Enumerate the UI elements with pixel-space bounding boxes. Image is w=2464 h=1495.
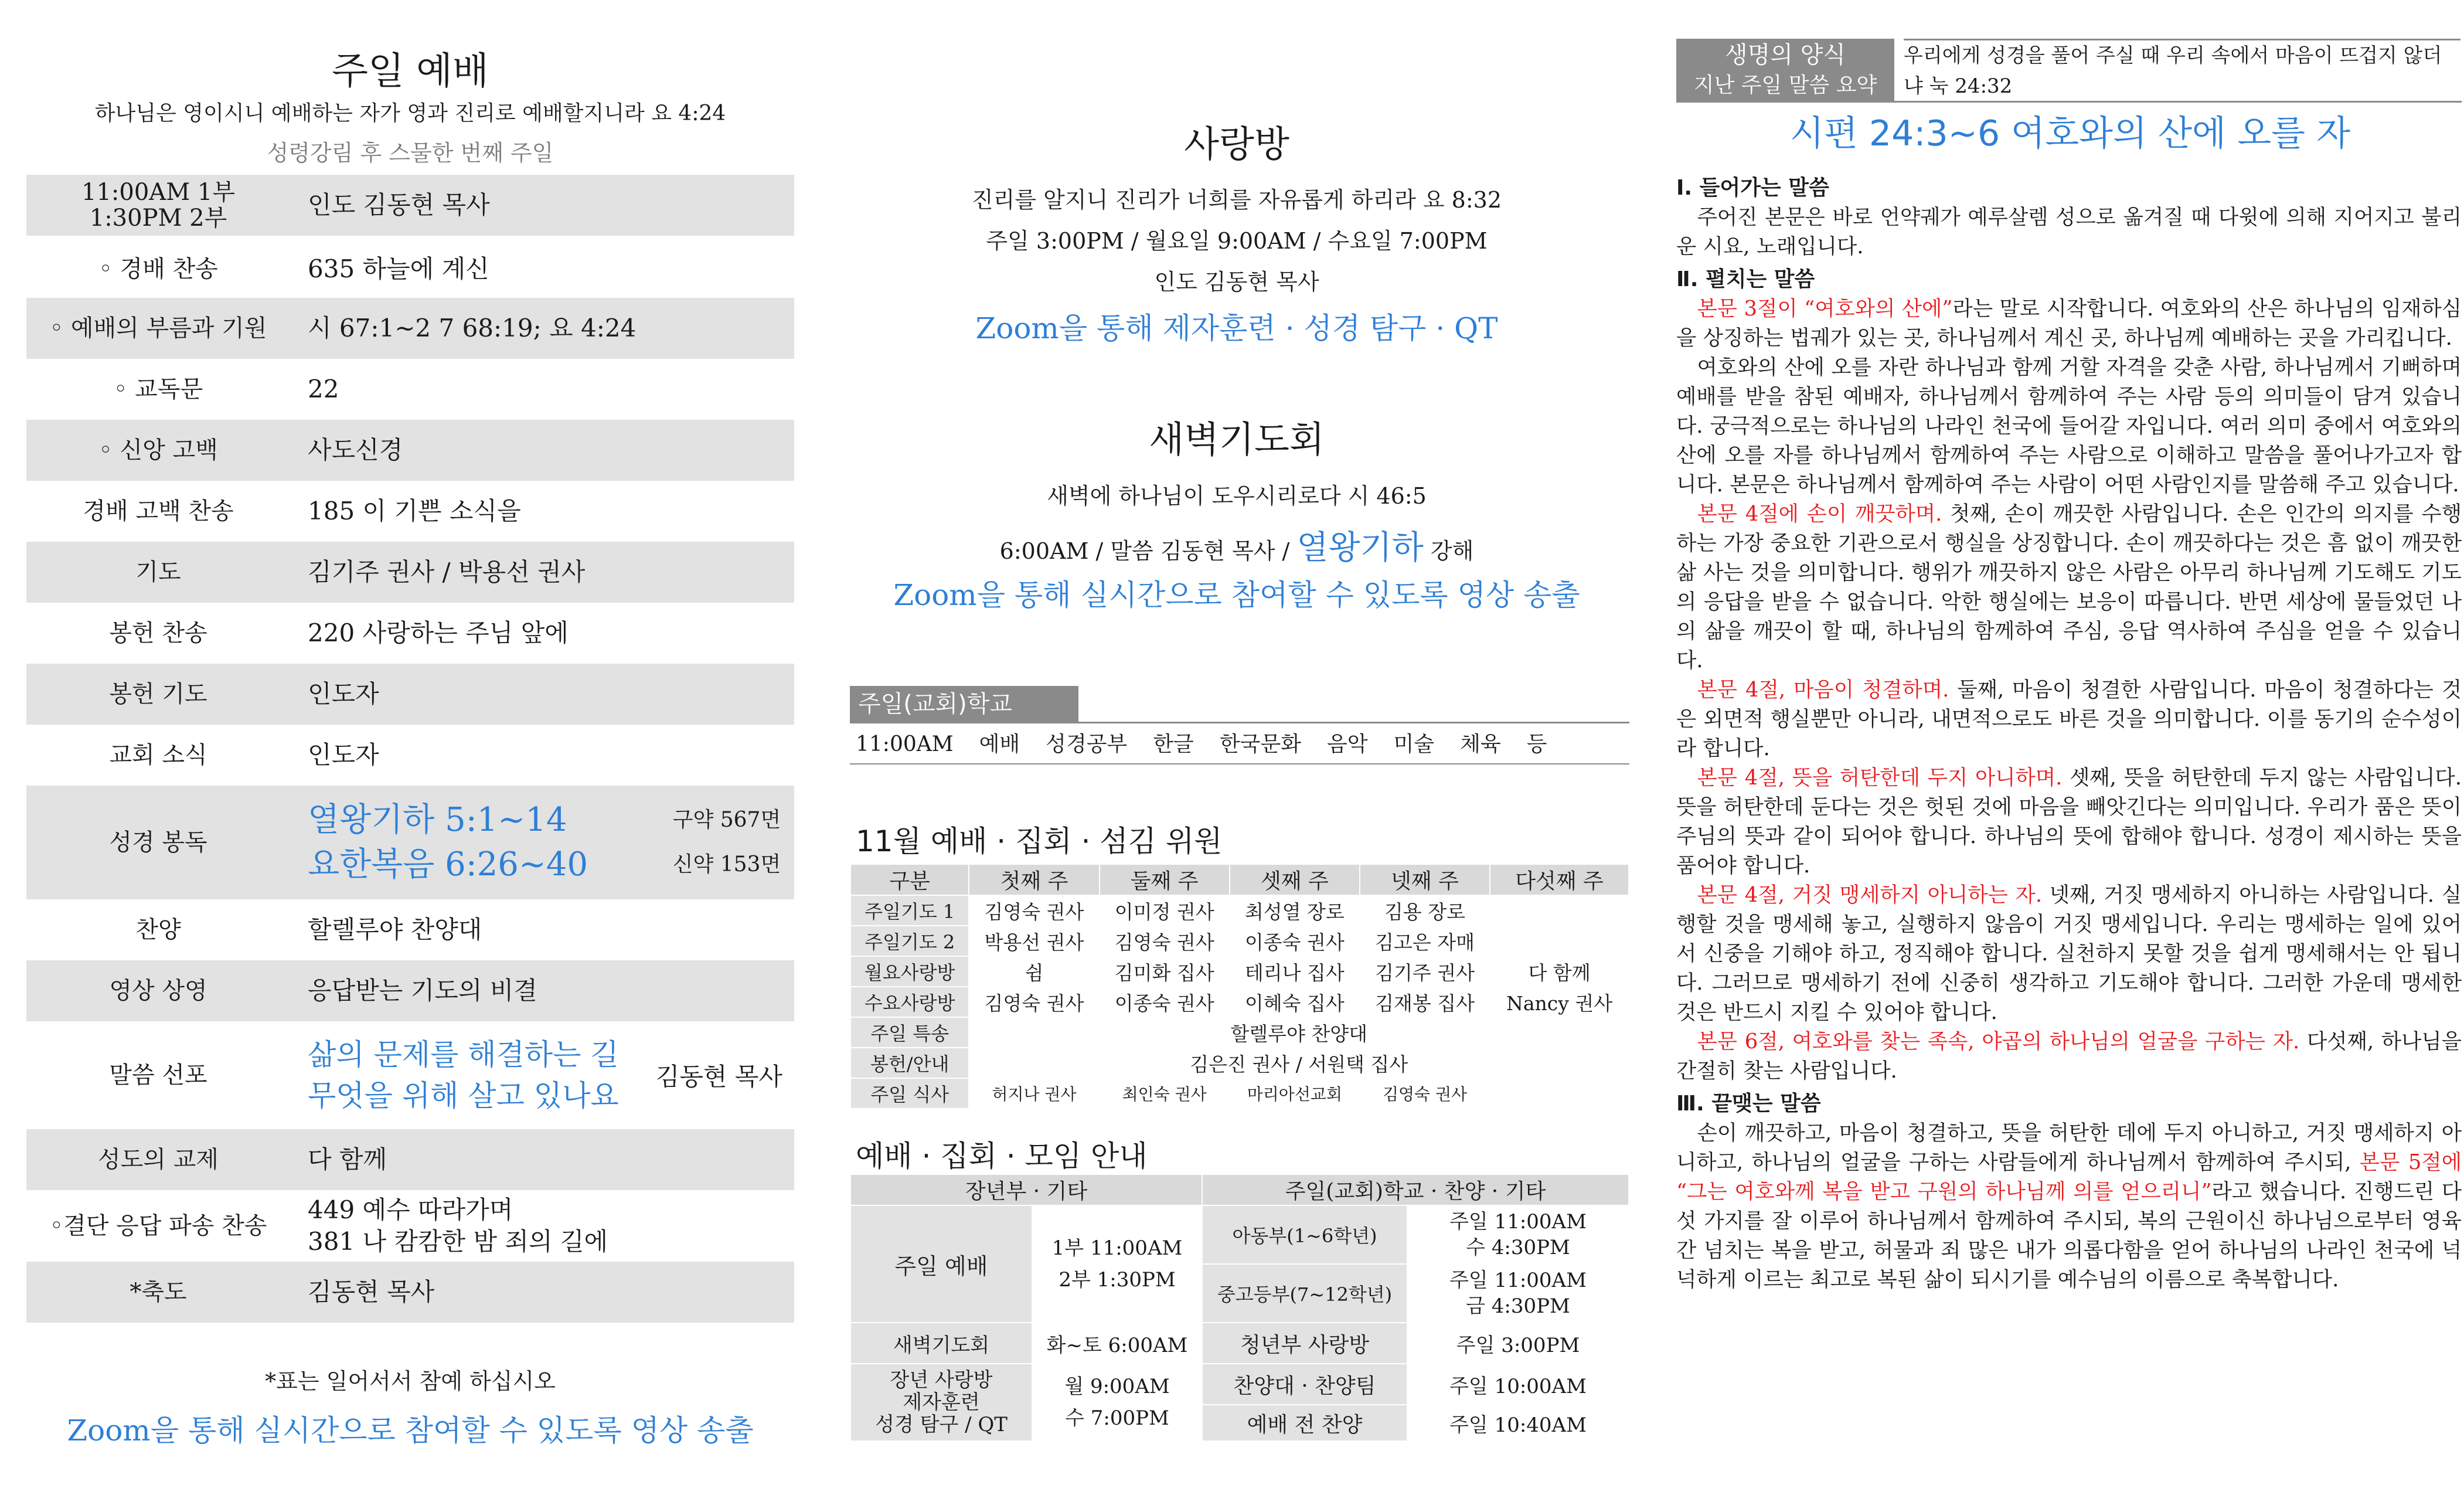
worship-zoom-note: Zoom을 통해 실시간으로 참여할 수 있도록 영상 송출 — [67, 1414, 754, 1448]
school-program-item: 음악 — [1326, 732, 1368, 756]
order-label: 말씀 선포 — [109, 1062, 207, 1089]
order-label: 기도 — [135, 559, 181, 586]
section-heading: Ⅲ. 끝맺는 말씀 — [1676, 1092, 1821, 1116]
duty-cell: 김미화 집사 — [1100, 956, 1230, 987]
duty-table — [850, 864, 1629, 1109]
standing-note: *표는 일어서서 참예 하십시오 — [265, 1368, 556, 1394]
sarangbang-leader: 인도 김동현 목사 — [1154, 269, 1319, 295]
duty-row-label: 주일기도 1 — [850, 895, 969, 926]
duty-cell: 최성열 장로 — [1230, 895, 1360, 926]
order-value: 635 하늘에 계신 — [308, 254, 489, 283]
duty-cell: 김기주 권사 — [1360, 956, 1490, 987]
duty-cell: 마리아선교회 — [1230, 1078, 1360, 1109]
school-program-item: 11:00AM — [856, 732, 954, 756]
duty-row-meal — [850, 1078, 1629, 1109]
dawn-title: 새벽기도회 — [1149, 418, 1325, 461]
divider — [850, 763, 1629, 765]
paragraph: 본문 4절, 마음이 청결하며. 둘째, 마음이 청결한 사람입니다. 마음이 청결하다는 것은 외면적 행실뿐만 아니라, 내면적으로도 바른 것을 의미합니다. 이를 동기의 순수성이라 합니다. — [1676, 678, 2462, 760]
duty-row-label: 봉헌/안내 — [850, 1048, 969, 1078]
duty-header-cell: 둘째 주 — [1100, 864, 1230, 895]
sermon-summary-column — [1676, 0, 2464, 1495]
order-label: ◦ 예배의 부름과 기원 — [49, 315, 267, 342]
order-row-hymn — [26, 240, 794, 298]
school-program-item: 미술 — [1393, 732, 1435, 756]
school-program-item: 체육 — [1460, 732, 1501, 756]
order-value: 220 사랑하는 주님 앞에 — [308, 619, 569, 647]
guide-head-right: 주일(교회)학교 · 찬양 · 기타 — [1202, 1174, 1629, 1205]
guide-worship-label: 주일 예배 — [850, 1205, 1032, 1323]
reading-nt-page: 신약 153면 — [672, 852, 781, 876]
duty-cell: 이종숙 권사 — [1100, 987, 1230, 1017]
worship-sunday: 성령강림 후 스물한 번째 주일 — [267, 140, 554, 166]
dawn-verse: 새벽에 하나님이 도우시리로다 시 46:5 — [1047, 483, 1427, 509]
duty-row — [850, 987, 1629, 1017]
order-value: 김기주 권사 / 박용선 권사 — [308, 558, 586, 586]
duty-cell: 박용선 권사 — [969, 926, 1099, 956]
highlight: 본문 4절에 손이 깨끗하며. — [1697, 502, 1942, 526]
order-value: 할렐루야 찬양대 — [308, 915, 482, 944]
guide-choir-time: 주일 10:00AM — [1407, 1364, 1629, 1405]
order-label: 찬양 — [135, 916, 181, 943]
sermon-body — [1676, 170, 2462, 1294]
highlight: 본문 6절, 여호와를 찾는 족속, 야곱의 하나님의 얼굴을 구하는 자. — [1697, 1029, 2300, 1054]
duty-cell: 김영숙 권사 — [1100, 926, 1230, 956]
sermon-preacher: 김동현 목사 — [655, 1062, 782, 1091]
duty-cell — [1490, 926, 1629, 956]
highlight: 본문 4절, 거짓 맹세하지 아니하는 자. — [1697, 883, 2043, 907]
service-time-1: 11:00AM 1부 — [81, 179, 235, 206]
sermon-title-2: 무엇을 위해 살고 있나요 — [308, 1079, 619, 1113]
duty-cell: 쉼 — [969, 956, 1099, 987]
guide-table — [850, 1174, 1629, 1442]
duty-cell: 허지나 권사 — [969, 1078, 1099, 1109]
dawn-zoom: Zoom을 통해 실시간으로 참여할 수 있도록 영상 송출 — [893, 578, 1580, 612]
order-label: ◦ 경배 찬송 — [98, 256, 218, 283]
school-programs — [856, 727, 1629, 762]
school-program-item: 예배 — [979, 732, 1020, 756]
duty-cell — [1490, 895, 1629, 926]
order-label: *축도 — [130, 1279, 187, 1306]
duty-cell: 할렐루야 찬양대 — [969, 1017, 1629, 1048]
duty-cell: 김용 장로 — [1360, 895, 1490, 926]
divider — [1676, 101, 2462, 103]
guide-youth-label: 중고등부(7~12학년) — [1202, 1264, 1407, 1323]
guide-kids-time-2: 수 4:30PM — [1466, 1236, 1570, 1259]
paragraph: 본문 3절이 “여호와의 산에”라는 말로 시작합니다. 여호와의 산은 하나님의 임재하심을 상징하는 법궤가 있는 곳, 하나님께서 계신 곳, 하나님께 예배하는 곳을 가리킵니다. — [1676, 297, 2462, 350]
guide-adult-label-1: 장년 사랑방 — [890, 1368, 993, 1392]
worship-verse: 하나님은 영이시니 예배하는 자가 영과 진리로 예배할지니라 요 4:24 — [94, 101, 726, 125]
duty-title: 11월 예배 · 집회 · 섬김 위원 — [856, 824, 1223, 858]
order-row-responsive — [26, 359, 794, 420]
guide-youth-time-1: 주일 11:00AM — [1449, 1269, 1587, 1292]
sermon-title: 시편 24:3~6 여호와의 산에 오를 자 — [1789, 113, 2351, 154]
worship-title: 주일 예배 — [332, 50, 489, 93]
divider — [850, 722, 1629, 723]
order-value: 사도신경 — [308, 436, 403, 464]
guide-title: 예배 · 집회 · 모임 안내 — [856, 1139, 1148, 1173]
order-value: 응답받는 기도의 비결 — [308, 976, 537, 1005]
order-row-benediction — [26, 1262, 794, 1323]
reading-ot-page: 구약 567면 — [672, 808, 781, 832]
guide-worship-time-2: 2부 1:30PM — [1059, 1268, 1176, 1292]
duty-header-cell: 넷째 주 — [1360, 864, 1490, 895]
meetings-column — [832, 0, 1641, 1495]
duty-row-label: 주일 식사 — [850, 1078, 969, 1109]
worship-order-list — [26, 175, 794, 1323]
duty-header-cell: 셋째 주 — [1230, 864, 1360, 895]
order-value: 185 이 기쁜 소식을 — [308, 497, 521, 525]
guide-dawn-label: 새벽기도회 — [850, 1323, 1032, 1364]
paragraph: 여호와의 산에 오를 자란 하나님과 함께 거할 자격을 갖춘 사람, 하나님께서 기뻐하며 예배를 받을 참된 예배자, 하나님께서 함께하여 주는 사람 등의 의미들이 담겨 있습니다. 궁극적으로는 하나님의 나라인 천국에 들어갈 자입니다. 여러 의미 중에서 여호와의 산에 오를 자를 하나님께서 함께하여 주는 사람으로 이해하고 말씀을 풀어나가고자 합니다. 본문은 하나님께서 함께하여 주는 사람이 어떤 사람인지를 말씀해 주고 있습니다. — [1676, 355, 2462, 497]
highlight: 본문 3절이 “여호와의 산에” — [1697, 297, 1953, 321]
closing-hymn-2: 381 나 캄캄한 밤 죄의 길에 — [308, 1227, 608, 1256]
sermon-verse: 우리에게 성경을 풀어 주실 때 우리 속에서 마음이 뜨겁지 않더냐 눅 24:32 — [1904, 39, 2460, 101]
guide-adult-time-2: 수 7:00PM — [1065, 1406, 1169, 1430]
school-program-item: 등 — [1526, 732, 1547, 756]
order-label: 성경 봉독 — [109, 829, 207, 856]
guide-kids-time-1: 주일 11:00AM — [1449, 1210, 1587, 1234]
order-value: 22 — [308, 375, 339, 403]
paragraph: 본문 4절에 손이 깨끗하며. 첫째, 손이 깨끗한 사람입니다. 손은 인간의 의지를 수행하는 가장 중요한 기관으로서 행실을 상징합니다. 손이 깨끗하다는 것은 흠 없이 깨끗한 삶 사는 것을 의미합니다. 행위가 깨끗하지 않은 사람은 아무리 하나님께 기도해도 기도의 응답을 받을 수 없습니다. 악한 행실에는 보응이 따릅니다. 반면 세상에 물들었던 나의 삶을 깨끗이 할 때, 하나님의 함께하여 주심, 응답 역사하여 주심을 얻을 수 있습니다. — [1676, 502, 2462, 672]
duty-cell: 이혜숙 집사 — [1230, 987, 1360, 1017]
order-row-closing-hymn — [26, 1190, 794, 1262]
paragraph: 본문 4절, 거짓 맹세하지 아니하는 자. 넷째, 거짓 맹세하지 아니하는 사람입니다. 실행할 것을 맹세해 놓고, 실행하지 않음이 거짓 맹세입니다. 우리는 맹세하는 일에 있어서 신중을 기해야 하고, 정직해야 합니다. 실천하지 못할 것을 쉽게 맹세해서는 안 됩니다. 그러므로 맹세하기 전에 신중히 생각하고 기도해야 합니다. 그러한 가운데 맹세한 것은 반드시 지킬 수 있어야 합니다. — [1676, 883, 2462, 1024]
paragraph: 본문 4절, 뜻을 허탄한데 두지 아니하며. 셋째, 뜻을 허탄한데 두지 않는 사람입니다. 뜻을 허탄한데 둔다는 것은 헛된 것에 마음을 빼앗긴다는 의미입니다. 우리가 품은 뜻이 주님의 뜻과 같이 되어야 합니다. 하나님의 뜻에 합해야 합니다. 성경이 제시하는 뜻을 품어야 합니다. — [1676, 766, 2462, 878]
duty-row — [850, 956, 1629, 987]
guide-worship-time-1: 1부 11:00AM — [1051, 1236, 1183, 1260]
order-label: 봉헌 기도 — [109, 681, 207, 708]
dawn-suffix: 강해 — [1430, 538, 1474, 564]
order-value: 김동현 목사 — [308, 1277, 435, 1306]
order-value: 인도자 — [308, 740, 379, 769]
guide-adult-label-2: 제자훈련 — [903, 1391, 980, 1414]
guide-kids-label: 아동부(1~6학년) — [1202, 1205, 1407, 1264]
order-row-offering-hymn — [26, 603, 794, 664]
order-row-prayer — [26, 542, 794, 603]
duty-row — [850, 926, 1629, 956]
order-label: 성도의 교제 — [98, 1146, 219, 1173]
order-value: 다 함께 — [308, 1145, 387, 1174]
guide-pre-label: 예배 전 찬양 — [1202, 1405, 1407, 1441]
highlight: 본문 4절, 마음이 청결하며. — [1697, 678, 1949, 702]
guide-choir-label: 찬양대 · 찬양팀 — [1202, 1364, 1407, 1405]
duty-header-cell: 구분 — [850, 864, 969, 895]
worship-order-column — [0, 0, 821, 1495]
duty-cell: 최인숙 권사 — [1100, 1078, 1230, 1109]
school-program-item: 한글 — [1153, 732, 1194, 756]
duty-cell: 김영숙 권사 — [969, 895, 1099, 926]
sermon-title-1: 삶의 문제를 해결하는 길 — [308, 1038, 619, 1072]
order-row-offering-prayer — [26, 664, 794, 725]
duty-header-row — [850, 864, 1629, 895]
duty-cell: 김재봉 집사 — [1360, 987, 1490, 1017]
sermon-box-sub: 지난 주일 말씀 요약 — [1693, 73, 1877, 97]
order-label: 봉헌 찬송 — [109, 620, 207, 647]
sermon-box — [1676, 39, 1894, 102]
highlight: 본문 5절에 “그는 여호와께 복을 받고 구원의 하나님께 의를 얻으리니” — [1676, 1150, 2462, 1204]
order-label: 교회 소식 — [109, 742, 207, 769]
sarangbang-title: 사랑방 — [1184, 123, 1289, 165]
guide-young-label: 청년부 사랑방 — [1202, 1323, 1407, 1364]
duty-cell: Nancy 권사 — [1490, 987, 1629, 1017]
guide-dawn-time: 화~토 6:00AM — [1032, 1323, 1202, 1364]
order-row-fellowship — [26, 1129, 794, 1190]
closing-hymn-1: 449 예수 따라가며 — [308, 1195, 513, 1224]
duty-row-label: 수요사랑방 — [850, 987, 969, 1017]
guide-young-time: 주일 3:00PM — [1407, 1323, 1629, 1364]
sermon-box-title: 생명의 양식 — [1725, 42, 1846, 69]
duty-row-label: 월요사랑방 — [850, 956, 969, 987]
duty-cell: 다 함께 — [1490, 956, 1629, 987]
guide-adult-time-1: 월 9:00AM — [1064, 1375, 1170, 1398]
duty-row-special — [850, 1017, 1629, 1048]
service-time-2: 1:30PM 2부 — [89, 205, 227, 232]
duty-header-cell: 다섯째 주 — [1490, 864, 1629, 895]
section-heading: Ⅰ. 들어가는 말씀 — [1676, 176, 1829, 200]
section-heading: Ⅱ. 펼치는 말씀 — [1676, 267, 1815, 291]
school-program-item: 한국문화 — [1219, 732, 1301, 756]
reading-ot: 열왕기하 5:1~14 — [308, 801, 567, 839]
reading-nt: 요한복음 6:26~40 — [308, 845, 588, 884]
duty-cell: 테리나 집사 — [1230, 956, 1360, 987]
paragraph: 본문 6절, 여호와를 찾는 족속, 야곱의 하나님의 얼굴을 구하는 자. 다섯째, 하나님을 간절히 찾는 사람입니다. — [1676, 1029, 2462, 1083]
highlight: 본문 4절, 뜻을 허탄한데 두지 아니하며. — [1697, 766, 2063, 790]
order-row-sermon — [26, 1021, 794, 1129]
order-value: 인도자 — [308, 679, 379, 708]
dawn-times — [832, 522, 1641, 569]
sarangbang-verse: 진리를 알지니 진리가 너희를 자유롭게 하리라 요 8:32 — [971, 187, 1502, 213]
duty-cell: 김은진 권사 / 서원택 집사 — [969, 1048, 1629, 1078]
order-label: 영상 상영 — [109, 977, 207, 1004]
duty-cell: 김고은 자매 — [1360, 926, 1490, 956]
duty-cell: 이종숙 권사 — [1230, 926, 1360, 956]
order-row-reading — [26, 786, 794, 899]
order-row-hymn-praise — [26, 481, 794, 542]
duty-row — [850, 895, 1629, 926]
dawn-book: 열왕기하 — [1296, 529, 1424, 567]
duty-row-label: 주일 특송 — [850, 1017, 969, 1048]
guide-pre-time: 주일 10:40AM — [1407, 1405, 1629, 1441]
order-row-video — [26, 960, 794, 1021]
order-value: 시 67:1~2 7 68:19; 요 4:24 — [308, 314, 637, 342]
order-row-news — [26, 725, 794, 786]
order-label: ◦ 교독문 — [113, 376, 203, 403]
order-row-time — [26, 175, 794, 236]
guide-head-left: 장년부 · 기타 — [850, 1174, 1202, 1205]
order-row-choir — [26, 899, 794, 960]
paragraph: 손이 깨끗하고, 마음이 청결하고, 뜻을 허탄한 데에 두지 아니하고, 거짓 맹세하지 아니하고, 하나님의 얼굴을 구하는 사람들에게 하나님께서 함께하여 주시되, 본문 5절에 “그는 여호와께 복을 받고 구원의 하나님께 의를 얻으리니”라고 했습니다. 진행드린 다섯 가지를 잘 이루어 하나님께서 함께하여 주시되, 복의 근원이신 하나님으로부터 영육 간 넘치는 복을 받고, 허물과 죄 많은 내가 의롭다함을 얻어 하나님의 나라인 천국에 넉넉하게 이르는 최고로 복된 삶이 되시기를 예수님의 이름으로 축복합니다. — [1676, 1121, 2462, 1292]
order-label: ◦결단 응답 파송 찬송 — [49, 1212, 267, 1239]
order-label: 경배 고백 찬송 — [83, 498, 234, 525]
dawn-time-text: 6:00AM / 말씀 김동현 목사 / — [999, 538, 1290, 564]
guide-adult-label-3: 성경 탐구 / QT — [875, 1413, 1008, 1436]
school-program-item: 성경공부 — [1046, 732, 1128, 756]
duty-cell: 김영숙 권사 — [1360, 1078, 1490, 1109]
order-row-creed — [26, 420, 794, 481]
guide-youth-time-2: 금 4:30PM — [1466, 1294, 1570, 1318]
order-label: ◦ 신앙 고백 — [98, 437, 218, 464]
duty-cell: 김영숙 권사 — [969, 987, 1099, 1017]
service-leader: 인도 김동현 목사 — [308, 191, 490, 219]
sarangbang-zoom: Zoom을 통해 제자훈련 · 성경 탐구 · QT — [975, 311, 1498, 345]
sarangbang-times: 주일 3:00PM / 월요일 9:00AM / 수요일 7:00PM — [986, 228, 1488, 254]
paragraph: 주어진 본문은 바로 언약궤가 예루살렘 성으로 옮겨질 때 다윗에 의해 지어지고 불리운 시요, 노래입니다. — [1676, 205, 2462, 259]
duty-cell: 이미정 권사 — [1100, 895, 1230, 926]
duty-header-cell: 첫째 주 — [969, 864, 1099, 895]
duty-row-usher — [850, 1048, 1629, 1078]
duty-cell — [1490, 1078, 1629, 1109]
school-header: 주일(교회)학교 — [850, 686, 1078, 722]
order-row-call — [26, 298, 794, 359]
duty-row-label: 주일기도 2 — [850, 926, 969, 956]
